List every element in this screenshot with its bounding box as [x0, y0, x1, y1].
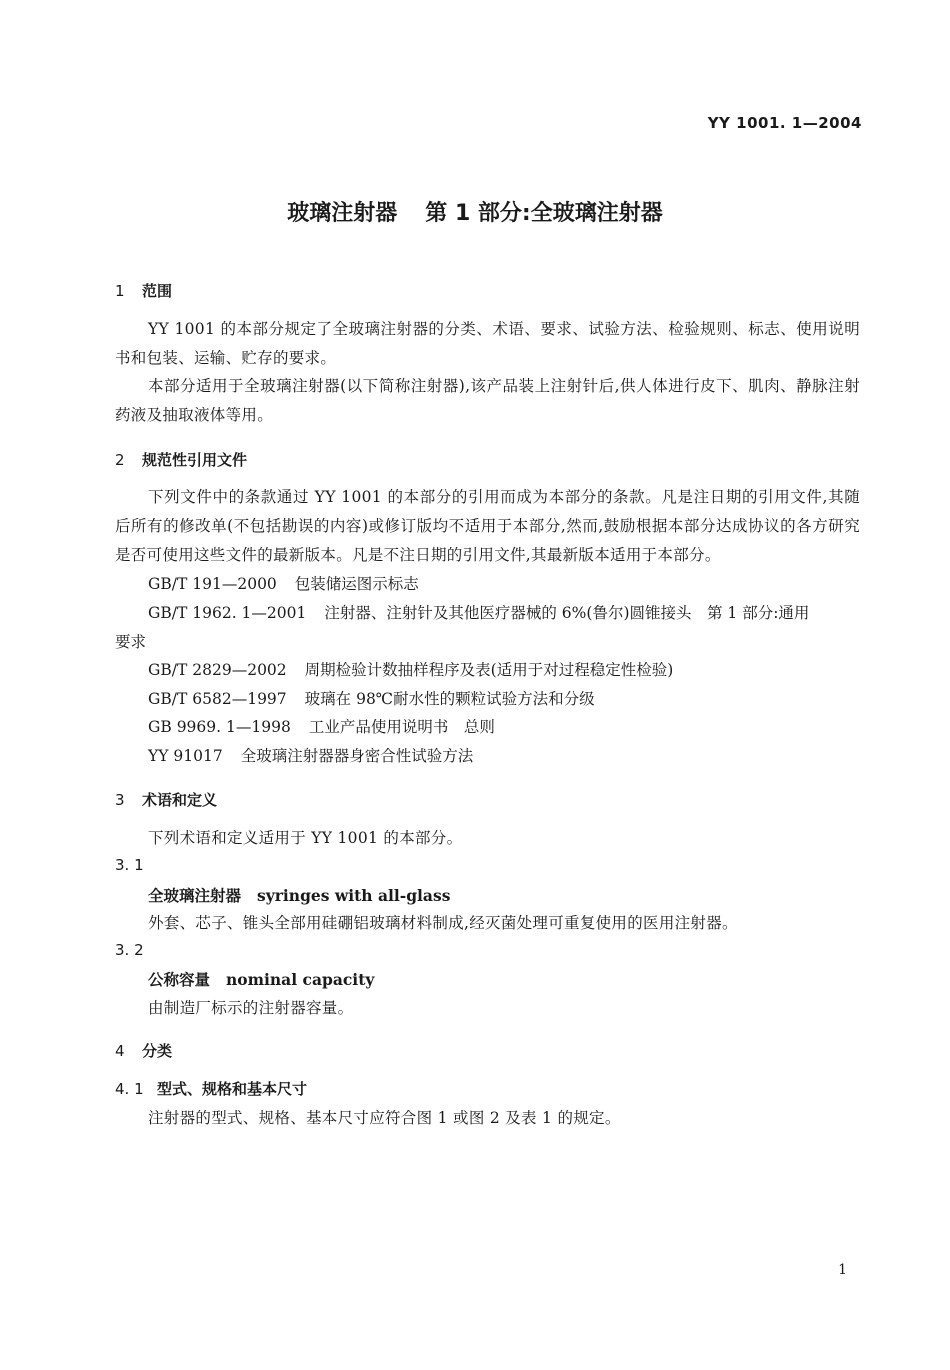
- term-chinese: 公称容量: [148, 971, 211, 989]
- title-part: 第 1 部分:全玻璃注射器: [425, 201, 663, 226]
- section-number: 4: [115, 1042, 125, 1060]
- reference-title: 周期检验计数抽样程序及表(适用于对过程稳定性检验): [304, 661, 674, 679]
- term-number: 3. 2: [115, 941, 144, 959]
- reference-item: [148, 658, 673, 680]
- reference-code: YY 91017: [148, 747, 223, 765]
- reference-item: [148, 687, 595, 709]
- section-heading-4: [115, 1040, 172, 1061]
- section-title: 规范性引用文件: [142, 451, 248, 469]
- reference-code: GB/T 191—2000: [148, 575, 277, 593]
- term-definition: 由制造厂标示的注射器容量。: [148, 999, 354, 1017]
- subsection-title: 型式、规格和基本尺寸: [157, 1080, 308, 1098]
- section-number: 3: [115, 791, 125, 809]
- section-title: 分类: [142, 1042, 173, 1060]
- reference-code: GB 9969. 1—1998: [148, 718, 291, 736]
- section-heading-1: [115, 280, 172, 301]
- reference-continuation: 要求: [115, 633, 147, 651]
- paragraph: 本部分适用于全玻璃注射器(以下简称注射器),该产品装上注射针后,供人体进行皮下、肌肉、静脉注射药液及抽取液体等用。: [115, 377, 860, 424]
- section-title: 范围: [142, 282, 173, 300]
- document-number: YY 1001. 1—2004: [707, 114, 862, 132]
- subsection-heading: [115, 1078, 307, 1099]
- reference-title: 工业产品使用说明书 总则: [308, 718, 495, 736]
- reference-title: 全玻璃注射器器身密合性试验方法: [240, 747, 474, 765]
- term-number: 3. 1: [115, 856, 144, 874]
- term-english: nominal capacity: [226, 970, 375, 989]
- term-heading: [148, 968, 374, 990]
- reference-code: GB/T 6582—1997: [148, 690, 287, 708]
- section-number: 1: [115, 282, 125, 300]
- reference-code: GB/T 2829—2002: [148, 661, 287, 679]
- paragraph: 下列文件中的条款通过 YY 1001 的本部分的引用而成为本部分的条款。凡是注日期的引用文件,其随后所有的修改单(不包括勘误的内容)或修订版均不适用于本部分,然而,鼓励根据本部分达成协议的各方研究是否可使用这些文件的最新版本。凡是不注日期的引用文件,其最新版本适用于本部分。: [115, 488, 860, 564]
- title-main: 玻璃注射器: [287, 201, 398, 226]
- term-definition: 外套、芯子、锥头全部用硅硼铝玻璃材料制成,经灭菌处理可重复使用的医用注射器。: [148, 914, 738, 932]
- term-chinese: 全玻璃注射器: [148, 887, 242, 905]
- reference-item: [148, 572, 419, 594]
- reference-item: [148, 601, 809, 623]
- paragraph: 下列术语和定义适用于 YY 1001 的本部分。: [148, 829, 463, 847]
- paragraph: 注射器的型式、规格、基本尺寸应符合图 1 或图 2 及表 1 的规定。: [148, 1109, 621, 1127]
- section-heading-2: [115, 449, 247, 470]
- paragraph: YY 1001 的本部分规定了全玻璃注射器的分类、术语、要求、试验方法、检验规则、标志、使用说明书和包装、运输、贮存的要求。: [115, 320, 860, 367]
- section-title: 术语和定义: [142, 791, 218, 809]
- reference-title: 玻璃在 98℃耐水性的颗粒试验方法和分级: [304, 690, 595, 708]
- reference-code: GB/T 1962. 1—2001: [148, 604, 307, 622]
- subsection-number: 4. 1: [115, 1080, 144, 1098]
- term-english: syringes with all-glass: [257, 886, 451, 905]
- section-number: 2: [115, 451, 125, 469]
- reference-title: 包装储运图示标志: [294, 575, 419, 593]
- section-heading-3: [115, 789, 217, 810]
- reference-item: [148, 715, 495, 737]
- page-number: 1: [838, 1262, 847, 1278]
- reference-title: 注射器、注射针及其他医疗器械的 6%(鲁尔)圆锥接头 第 1 部分:通用: [324, 604, 810, 622]
- page-title: [0, 196, 950, 227]
- reference-item: [148, 744, 473, 766]
- term-heading: [148, 884, 450, 906]
